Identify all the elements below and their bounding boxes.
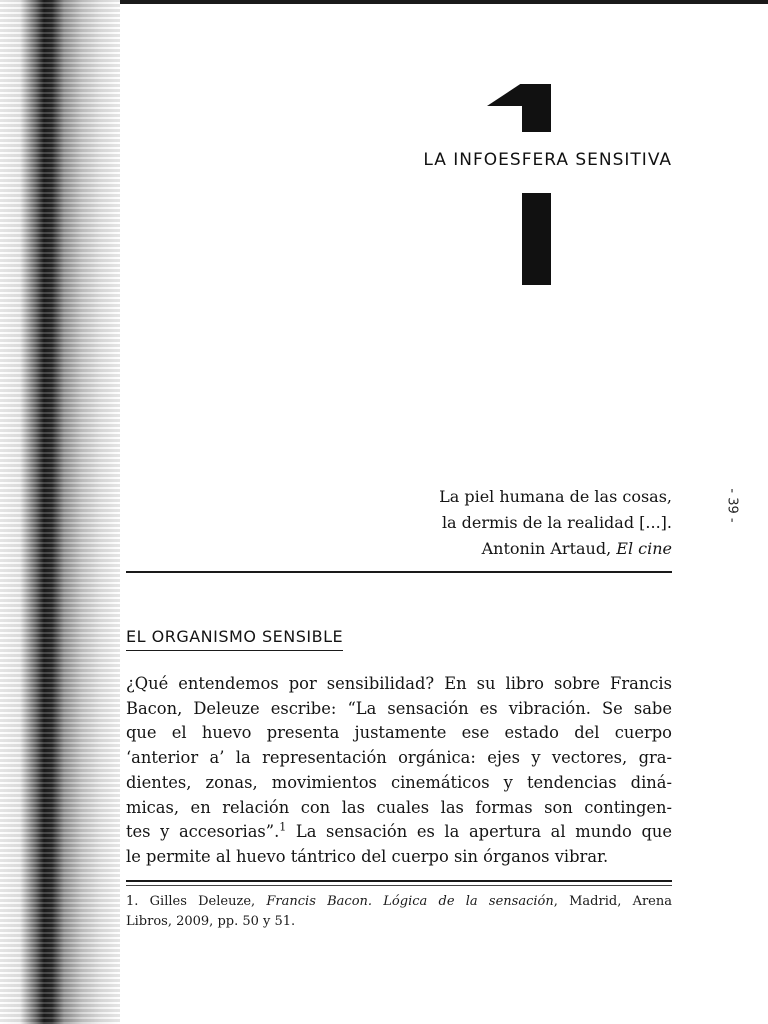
chapter-number-bottom xyxy=(522,193,551,285)
footnote-line: Libros, 2009, pp. 50 y 51. xyxy=(126,914,296,929)
section-divider xyxy=(126,571,672,573)
epigraph-line: la dermis de la realidad [...]. xyxy=(441,513,672,532)
body-text-segment: La sensación es la apertura al mundo que xyxy=(286,822,673,842)
footnote-line xyxy=(126,892,672,912)
footnote-divider xyxy=(126,880,672,882)
body-paragraph xyxy=(126,672,672,870)
body-line: le permite al huevo tántrico del cuerpo sin órganos vibrar. xyxy=(126,846,609,866)
footnote-number: 1. xyxy=(126,894,139,909)
chapter-title: LA INFOESFERA SENSITIVA xyxy=(423,150,672,170)
epigraph-author: Antonin Artaud, xyxy=(481,539,612,558)
page-number-text: - 39 - xyxy=(724,487,740,523)
chapter-number-stem xyxy=(522,84,551,132)
body-line: micas, en relación con las cuales las formas son contingen- xyxy=(126,797,672,817)
page-number xyxy=(722,470,742,540)
book-binding-shadow xyxy=(0,0,120,1024)
epigraph-line: La piel humana de las cosas, xyxy=(439,487,672,506)
footnote-publisher: , Madrid, Arena xyxy=(553,894,672,909)
body-line: ‘anterior a’ la representación orgánica: ejes y vectores, gra- xyxy=(126,748,672,768)
chapter-number-top xyxy=(487,84,551,132)
footnote-reference[interactable]: 1 xyxy=(279,820,287,834)
footnote-title: Francis Bacon. Lógica de la sensación xyxy=(266,894,554,909)
epigraph-attribution xyxy=(439,536,672,562)
epigraph xyxy=(439,484,672,562)
footnote-author: Gilles Deleuze, xyxy=(149,894,256,909)
body-text-segment: tes y accesorias”. xyxy=(126,822,280,842)
footnote-divider-thin xyxy=(126,885,672,886)
body-line: dientes, zonas, movimientos cinemáticos y tendencias diná- xyxy=(126,772,672,792)
section-heading: EL ORGANISMO SENSIBLE xyxy=(126,625,343,651)
epigraph-work: El cine xyxy=(616,539,672,558)
body-line: ¿Qué entendemos por sensibilidad? En su libro sobre Francis xyxy=(126,674,672,693)
body-line: Bacon, Deleuze escribe: “La sensación es vibración. Se sabe xyxy=(126,698,672,718)
body-line: que el huevo presenta justamente ese estado del cuerpo xyxy=(126,723,672,743)
body-line xyxy=(126,820,672,845)
footnote xyxy=(126,892,672,932)
